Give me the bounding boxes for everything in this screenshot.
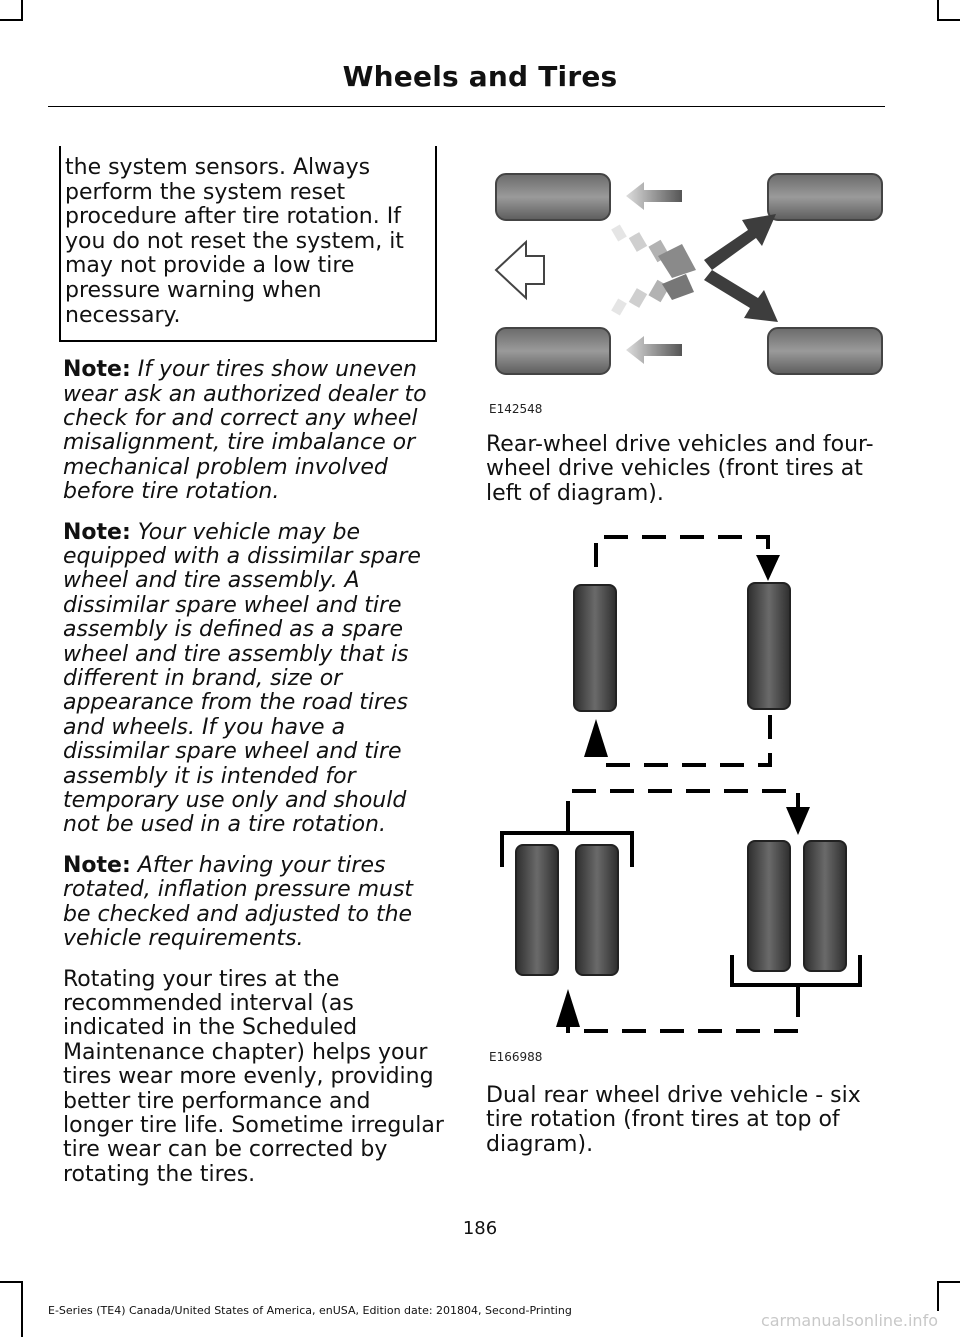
crop-mark bbox=[938, 19, 960, 21]
header-divider bbox=[48, 106, 885, 107]
watermark: carmanualsonline.info bbox=[760, 1311, 938, 1330]
note-inflation bbox=[63, 854, 447, 952]
arrow-up-icon bbox=[584, 719, 608, 757]
figure-caption: Rear-wheel drive vehicles and four-wheel drive vehicles (front tires at left of diagram). bbox=[486, 432, 874, 506]
rotation-paragraph: Rotating your tires at the recommended interval (as indicated in the Scheduled Maintenance chapter) helps your tires wear more evenly, providing better tire performance and longer tire life. Sometime irregular tire wear can be corrected by rotating the tires. bbox=[63, 966, 444, 1187]
note-spare bbox=[63, 521, 447, 838]
left-column bbox=[63, 146, 447, 1187]
arrow-down-icon bbox=[786, 807, 810, 835]
crop-mark bbox=[0, 19, 22, 21]
tire-front-right bbox=[496, 328, 610, 374]
arrow-front-to-rear-down-icon bbox=[704, 270, 778, 322]
edition-info: E-Series (TE4) Canada/United States of America, enUSA, Edition date: 201804, Second-Printing bbox=[48, 1304, 572, 1317]
crop-mark bbox=[937, 0, 939, 21]
arrow-down-icon bbox=[756, 555, 780, 579]
diagonal-dash-marks bbox=[611, 224, 696, 315]
note-label: Note: bbox=[63, 519, 131, 545]
crop-mark bbox=[938, 1281, 960, 1283]
note-text: If your tires show uneven wear ask an authorized dealer to check for and correct any wheel misalignment, tire imbalance or mechanical problem involved before tire rotation. bbox=[63, 357, 427, 505]
tire-rear-left-outer bbox=[516, 845, 558, 975]
tire-rotation-diagram-6 bbox=[486, 525, 886, 1040]
note-alignment bbox=[63, 358, 447, 504]
crop-mark bbox=[937, 1281, 939, 1311]
note-label: Note: bbox=[63, 852, 131, 878]
tire-front-right bbox=[748, 583, 790, 709]
crop-mark bbox=[0, 1281, 22, 1283]
figure-code: E142548 bbox=[489, 402, 543, 416]
arrow-up-icon bbox=[556, 989, 580, 1027]
page-number: 186 bbox=[462, 1218, 498, 1239]
tire-rear-right-outer bbox=[804, 841, 846, 971]
tire-rear-left bbox=[768, 174, 882, 220]
tire-rear-right-inner bbox=[748, 841, 790, 971]
arrow-rear-to-front-top-icon bbox=[626, 182, 682, 210]
arrow-rear-to-front-bottom-icon bbox=[626, 336, 682, 364]
tire-rotation-diagram-4 bbox=[486, 160, 896, 400]
front-direction-arrow-icon bbox=[496, 242, 544, 298]
page-title: Wheels and Tires bbox=[342, 60, 618, 93]
tire-front-left bbox=[496, 174, 610, 220]
crop-mark bbox=[21, 0, 23, 21]
tire-front-left bbox=[574, 585, 616, 711]
tire-rear-left-inner bbox=[576, 845, 618, 975]
arrow-front-to-rear-up-icon bbox=[704, 214, 776, 270]
note-text: After having your tires rotated, inflation pressure must be checked and adjusted to the vehicle requirements. bbox=[63, 852, 414, 952]
note-label: Note: bbox=[63, 357, 131, 383]
tire-rear-right bbox=[768, 328, 882, 374]
crop-mark bbox=[21, 1281, 23, 1337]
figure-caption: Dual rear wheel drive vehicle - six tire rotation (front tires at top of diagram). bbox=[486, 1083, 861, 1157]
figure-code: E166988 bbox=[489, 1050, 543, 1064]
warning-box bbox=[59, 146, 437, 342]
note-text: Your vehicle may be equipped with a dissimilar spare wheel and tire assembly. A dissimilar spare wheel and tire assembly is defined as a spare wheel and tire assembly that is different in brand, size or appearance from the road tires and wheels. If you have a dissimilar spare wheel and tire assembly it is intended for temporary use only and should not be used in a tire rotation. bbox=[63, 519, 421, 838]
warning-text: the system sensors. Always perform the system reset procedure after tire rotation. If you do not reset the system, it may not provide a low tire pressure warning when necessary. bbox=[65, 155, 404, 328]
